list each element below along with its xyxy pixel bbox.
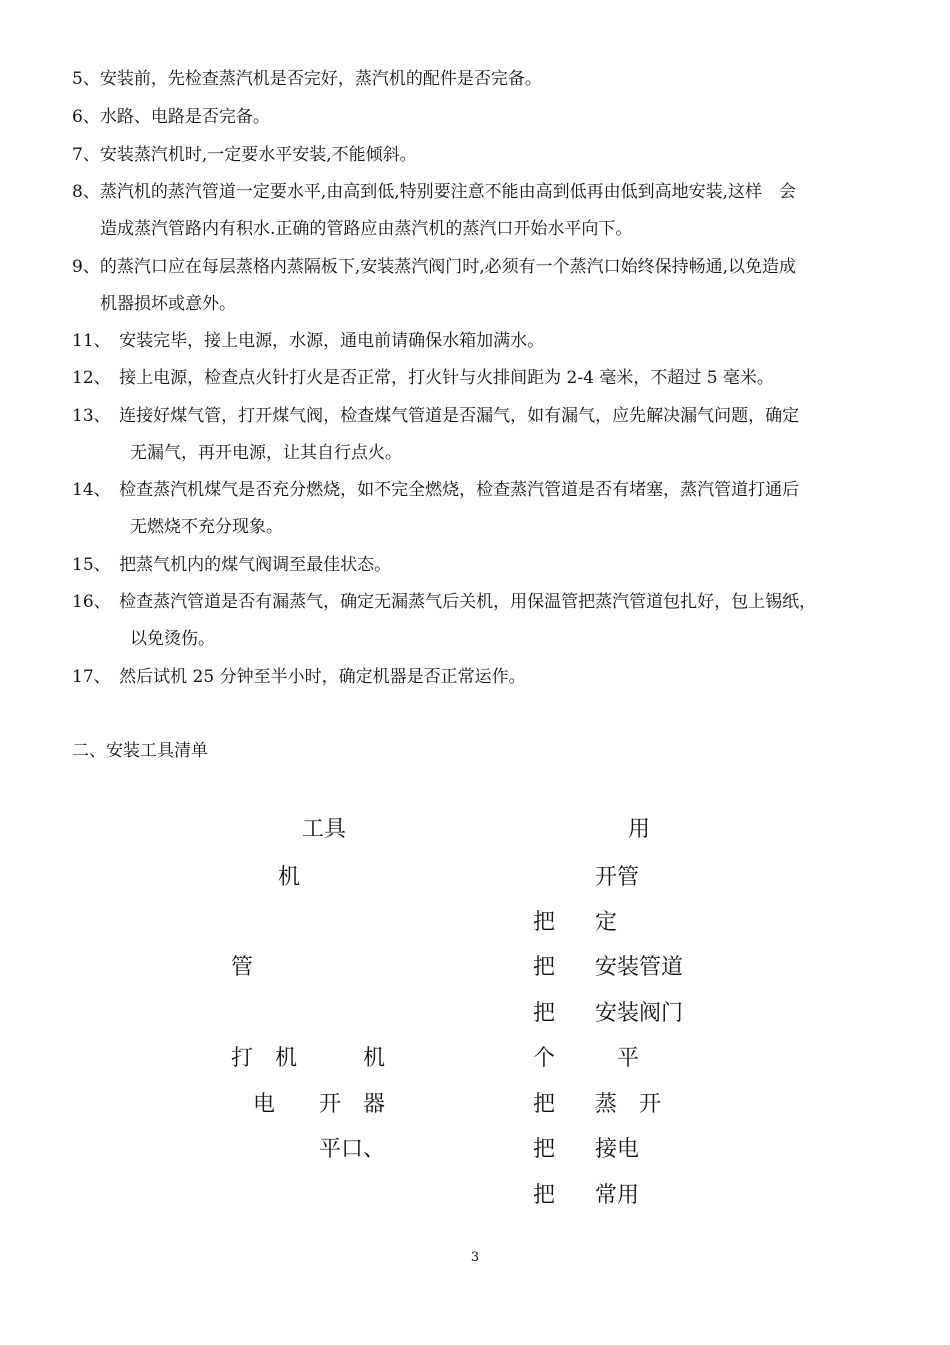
tool-use: 平 [595,1046,640,1071]
step-8-line-2: 造成蒸汽管路内有积水.正确的管路应由蒸汽机的蒸汽口开始水平向下。 [100,219,633,239]
table-header-tool: 工具 [302,817,347,842]
tool-qty: 把 [533,1092,556,1117]
tool-use: 安装管道 [595,955,684,980]
tool-qty: 个 [533,1046,556,1071]
tool-name: 机 [278,865,301,890]
step-9-line-2: 机器损坏或意外。 [100,294,236,314]
tool-name: 电 开 器 [231,1092,386,1117]
tool-use: 定 [595,910,618,935]
tool-use: 常用 [595,1183,640,1208]
tool-use: 开管 [595,865,640,890]
step-6: 6、水路、电路是否完备。 [72,107,270,127]
tool-qty: 把 [533,910,556,935]
step-13-line-2: 无漏气，再开电源，让其自行点火。 [130,443,402,463]
table-header-use: 用 [628,817,651,842]
step-8-line-1: 8、蒸汽机的蒸汽管道一定要水平,由高到低,特别要注意不能由高到低再由低到高地安装,这样 会 [72,182,797,202]
tool-qty: 把 [533,1137,556,1162]
tool-name: 管 [231,955,254,980]
step-17: 17、 然后试机 25 分钟至半小时，确定机器是否正常运作。 [72,667,526,687]
tool-use: 蒸 开 [595,1092,662,1117]
section-heading: 二、安装工具清单 [72,741,208,761]
step-5: 5、安装前，先检查蒸汽机是否完好，蒸汽机的配件是否完备。 [72,69,542,89]
tool-use: 安装阀门 [595,1001,684,1026]
tool-use: 接电 [595,1137,640,1162]
step-16-line-2: 以免烫伤。 [130,629,215,649]
step-14-line-2: 无燃烧不充分现象。 [130,517,283,537]
step-9-line-1: 9、的蒸汽口应在每层蒸格内蒸隔板下,安装蒸汽阀门时,必须有一个蒸汽口始终保持畅通,以免造成 [72,257,797,277]
tool-qty: 把 [533,1001,556,1026]
step-11: 11、 安装完毕，接上电源，水源，通电前请确保水箱加满水。 [72,331,545,351]
tool-qty: 把 [533,1183,556,1208]
tool-name: 平口、 [231,1137,386,1162]
page-number: 3 [470,1250,480,1265]
tool-qty: 把 [533,955,556,980]
tool-name: 打 机 机 [231,1046,386,1071]
step-14-line-1: 14、 检查蒸汽机煤气是否充分燃烧，如不完全燃烧，检查蒸汽管道是否有堵塞，蒸汽管道打通后 [72,480,800,500]
step-12: 12、 接上电源，检查点火针打火是否正常，打火针与火排间距为 2-4 毫米，不超过 5 毫米。 [72,368,774,388]
step-15: 15、 把蒸气机内的煤气阀调至最佳状态。 [72,555,392,575]
step-13-line-1: 13、 连接好煤气管，打开煤气阀，检查煤气管道是否漏气，如有漏气，应先解决漏气问题，确定 [72,406,800,426]
step-7: 7、安装蒸汽机时,一定要水平安装,不能倾斜。 [72,145,417,165]
step-16-line-1: 16、 检查蒸汽管道是否有漏蒸气，确定无漏蒸气后关机，用保温管把蒸汽管道包扎好，包上锡纸， [72,592,817,612]
